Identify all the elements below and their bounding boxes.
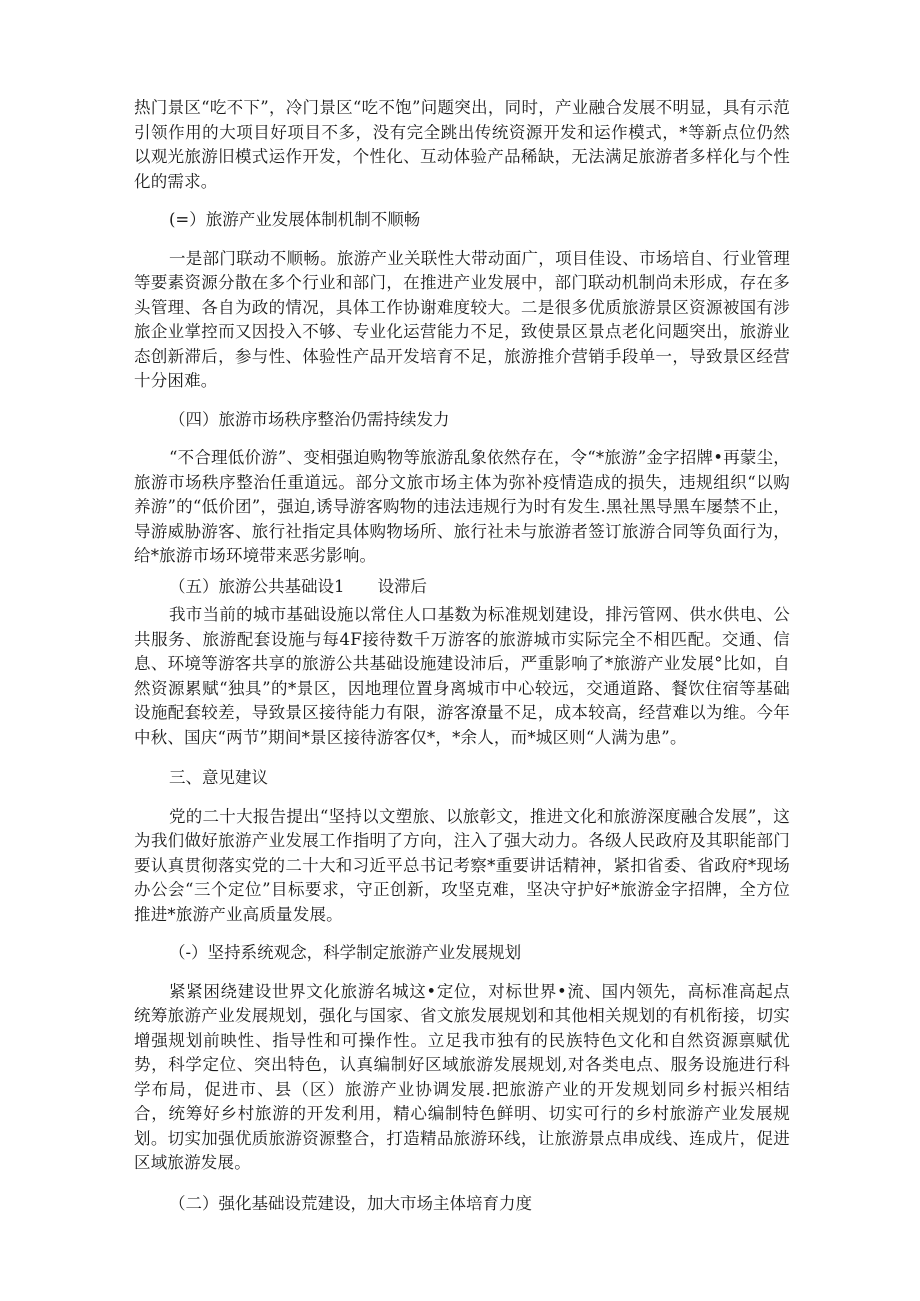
- paragraph-infrastructure-lag: 我市当前的城市基础设施以常住人口基数为标准规划建设，排污管网、供水供电、公共服务、旅游配套设施与每4F接待数千万游客的旅游城市实际完全不相匹配。交通、信息、环境等游客共享的旅游公共基础设施建设沛后，严重影响了*旅游产业发展°比如，自然资源累赋“独具”的*景区，因地理位置身离城市中心较远，交通道路、餐饮住宿等基础设施配套较差，导致景区接待能力有限，游客潦量不足，成本较高，经营难以为维。今年中秋、国庆“两节”期间*景区接待游客仅*，*余人，而*城区则“人满为患”。: [134, 605, 790, 747]
- heading-mechanism: (=）旅游产业发展体制机制不顺畅: [169, 210, 421, 229]
- paragraph-department-linkage: 一是部门联动不顺畅。旅游产业关联性大带动面广，项目佳设、市场培自、行业管理等要素资源分散在多个行业和部门，在推进产业发展中，部门联动机制尚未形成，存在多头管理、各自为政的情况，具体工作协谢难度较大。二是很多优质旅游景区资源被国有涉旅企业掌控而又因投入不够、专业化运营能力不足，致使景区景点老化问题突出，旅游业态创新滞后，参与性、体验性产品开发培育不足，旅游推介营销手段单一，导致景区经营十分困难。: [134, 248, 790, 390]
- heading-system-planning: （-）坚持系统观念，科学制定旅游产业发展规划: [169, 943, 522, 962]
- paragraph-market-chaos: “不合理低价游”、变相强迫购物等旅游乱象依然存在，令“*旅游”金字招牌•再蒙尘，旅游市场秩序整治任重道远。部分文旅市场主体为弥补疫情造成的损失，违规组织“以购养游”的“低价团”，强迫,诱导游客购物的违法违规行为时有发生.黑社黑导黑车屡禁不止，导游威胁游客、旅行社指定具体购物场所、旅行社未与旅游者签订旅游合同等负面行为，给*旅游市场环境带来恶劣影响。: [134, 448, 790, 565]
- heading-infrastructure: （五）旅游公共基础设1 设滞后: [169, 576, 427, 596]
- heading-suggestions: 三、意见建议: [169, 768, 268, 787]
- paragraph-party-report: 党的二十大报告提出“坚持以文塑旅、以旅彰文，推进文化和旅游深度融合发展”，这为我们做好旅游产业发展工作指明了方向，注入了强大动力。各级人民政府及其职能部门要认真贯彻落实党的二十大和习近平总书记考察*重要讲话精神，紧扣省委、省政府*现场办公会“三个定位”目标要求，守正创新，攻坚克难，坚决守护好*旅游金字招牌，全方位推进*旅游产业高质量发展。: [134, 806, 790, 924]
- paragraph-planning-details: 紧紧困绕建设世界文化旅游名城这•定位，对标世界•流、国内领先，高标准高起点统筹旅游产业发展规划，强化与国家、省文旅发展规划和其他相关规划的有机衔接，切实增强规划前映性、指导性和可操作性。立足我市独有的民族特色文化和自然资源禀赋优势，科学定位、突出特色，认真编制好区域旅游发展规划,对各类电点、服务设施进行科学布局，促进市、县（区）旅游产业协调发展.把旅游产业的开发规划同乡村振兴相结合，统筹好乡村旅游的开发利用，精心编制特色鲜明、切实可行的乡村旅游产业发展规划。切实加强优质旅游资源整合，打造精品旅游环线，让旅游景点串成线、连成片，促进区域旅游发展。: [134, 981, 790, 1172]
- paragraph-hot-cold-scenic: 热门景区“吃不下”，冷门景区“吃不饱”问题突出，同时，产业融合发展不明显，具有示范引领作用的大项目好项目不多，没有完全跳出传统资源开发和运作模式，*等新点位仍然以观光旅游旧模式运作开发，个性化、互动体验产品稀缺，无法满足旅游者多样化与个性化的需求。: [134, 98, 790, 191]
- heading-market-order: （四）旅游市场秩序整治仍需持续发力: [169, 409, 450, 429]
- heading-market-entities: （二）强化基础设荒建设，加大市场主体培育力度: [169, 1193, 532, 1213]
- document-page: [134, 96, 790, 1216]
